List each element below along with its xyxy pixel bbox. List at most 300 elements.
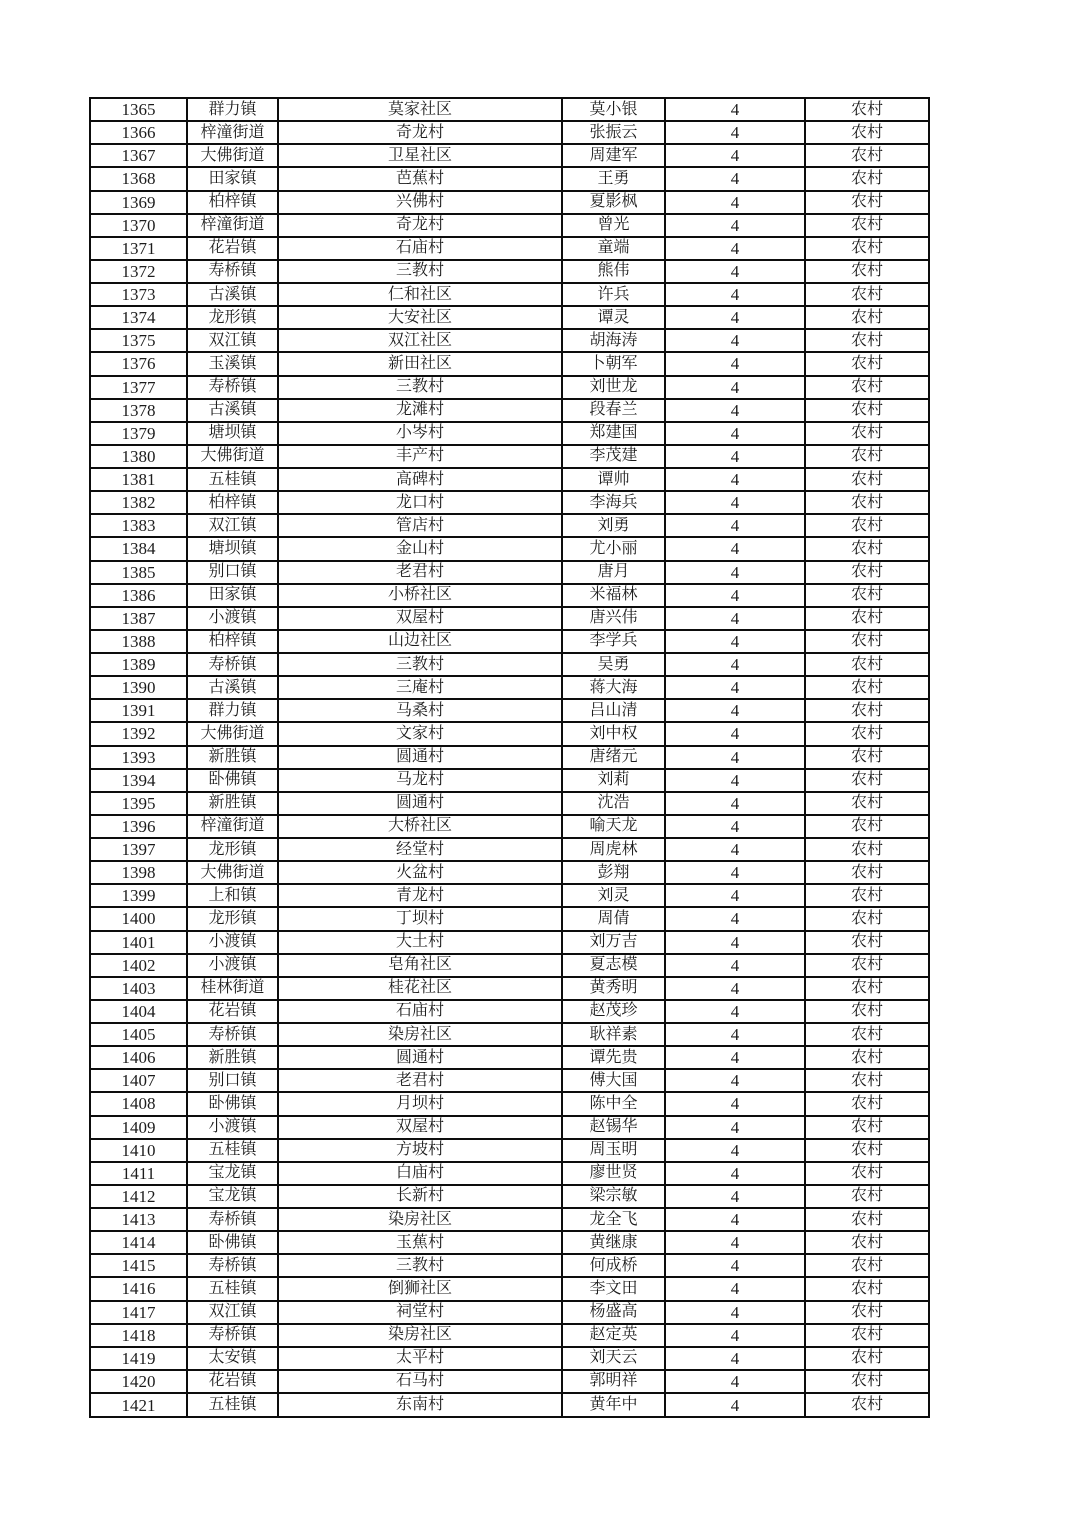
table-cell-count: 4 [665, 1370, 805, 1393]
table-cell-village: 小岑村 [278, 422, 562, 445]
table-cell-village: 文家村 [278, 722, 562, 745]
table-row [90, 1116, 929, 1139]
table-cell-type: 农村 [805, 1000, 929, 1023]
table-cell-type: 农村 [805, 861, 929, 884]
table-cell-id: 1380 [90, 445, 187, 468]
table-cell-village: 龙口村 [278, 491, 562, 514]
table-cell-id: 1379 [90, 422, 187, 445]
table-row [90, 630, 929, 653]
table-cell-type: 农村 [805, 1254, 929, 1277]
table-cell-town: 寿桥镇 [187, 1208, 278, 1231]
table-cell-id: 1390 [90, 676, 187, 699]
table-cell-type: 农村 [805, 1162, 929, 1185]
table-cell-name: 周玉明 [562, 1139, 665, 1162]
table-cell-town: 寿桥镇 [187, 376, 278, 399]
table-cell-village: 金山村 [278, 537, 562, 560]
table-cell-id: 1392 [90, 722, 187, 745]
table-row [90, 1254, 929, 1277]
table-cell-name: 吴勇 [562, 653, 665, 676]
table-cell-type: 农村 [805, 676, 929, 699]
table-row [90, 1046, 929, 1069]
records-table-body [90, 98, 929, 1417]
table-cell-name: 耿祥素 [562, 1023, 665, 1046]
table-cell-village: 三教村 [278, 1254, 562, 1277]
table-cell-town: 新胜镇 [187, 746, 278, 769]
table-row [90, 676, 929, 699]
table-cell-village: 染房社区 [278, 1023, 562, 1046]
table-cell-count: 4 [665, 815, 805, 838]
table-cell-count: 4 [665, 399, 805, 422]
table-cell-village: 三教村 [278, 376, 562, 399]
table-cell-id: 1367 [90, 144, 187, 167]
table-cell-count: 4 [665, 769, 805, 792]
table-cell-town: 卧佛镇 [187, 1231, 278, 1254]
table-cell-type: 农村 [805, 815, 929, 838]
table-cell-village: 奇龙村 [278, 121, 562, 144]
table-cell-town: 古溪镇 [187, 676, 278, 699]
table-cell-type: 农村 [805, 561, 929, 584]
table-cell-name: 赵定英 [562, 1324, 665, 1347]
table-cell-count: 4 [665, 1208, 805, 1231]
table-cell-name: 米福林 [562, 584, 665, 607]
table-cell-id: 1374 [90, 306, 187, 329]
table-cell-type: 农村 [805, 1023, 929, 1046]
table-cell-town: 龙形镇 [187, 306, 278, 329]
table-cell-town: 寿桥镇 [187, 260, 278, 283]
table-cell-type: 农村 [805, 931, 929, 954]
table-cell-village: 老君村 [278, 561, 562, 584]
table-cell-name: 段春兰 [562, 399, 665, 422]
table-cell-type: 农村 [805, 445, 929, 468]
table-row [90, 1069, 929, 1092]
table-cell-town: 新胜镇 [187, 792, 278, 815]
table-row [90, 1139, 929, 1162]
table-row [90, 699, 929, 722]
table-cell-town: 大佛街道 [187, 445, 278, 468]
table-cell-count: 4 [665, 514, 805, 537]
table-cell-id: 1383 [90, 514, 187, 537]
table-cell-town: 新胜镇 [187, 1046, 278, 1069]
table-cell-count: 4 [665, 468, 805, 491]
table-row [90, 260, 929, 283]
table-cell-name: 赵茂珍 [562, 1000, 665, 1023]
table-cell-type: 农村 [805, 1393, 929, 1417]
table-cell-count: 4 [665, 653, 805, 676]
table-cell-type: 农村 [805, 399, 929, 422]
table-cell-id: 1391 [90, 699, 187, 722]
table-cell-name: 周建军 [562, 144, 665, 167]
table-cell-town: 梓潼街道 [187, 214, 278, 237]
table-cell-count: 4 [665, 1231, 805, 1254]
table-cell-id: 1385 [90, 561, 187, 584]
table-cell-name: 唐兴伟 [562, 607, 665, 630]
table-cell-count: 4 [665, 1162, 805, 1185]
table-cell-count: 4 [665, 746, 805, 769]
table-cell-town: 柏梓镇 [187, 191, 278, 214]
table-cell-town: 花岩镇 [187, 1370, 278, 1393]
table-cell-name: 王勇 [562, 167, 665, 190]
table-cell-type: 农村 [805, 1185, 929, 1208]
table-row [90, 191, 929, 214]
records-table [89, 97, 930, 1418]
table-cell-village: 管店村 [278, 514, 562, 537]
table-cell-count: 4 [665, 1393, 805, 1417]
table-cell-name: 谭帅 [562, 468, 665, 491]
table-cell-town: 田家镇 [187, 167, 278, 190]
table-row [90, 931, 929, 954]
table-cell-village: 高碑村 [278, 468, 562, 491]
table-cell-id: 1397 [90, 838, 187, 861]
table-cell-count: 4 [665, 98, 805, 121]
table-cell-count: 4 [665, 352, 805, 375]
table-cell-id: 1402 [90, 954, 187, 977]
table-cell-town: 桂林街道 [187, 977, 278, 1000]
table-cell-village: 白庙村 [278, 1162, 562, 1185]
table-cell-town: 龙形镇 [187, 907, 278, 930]
table-cell-village: 丁坝村 [278, 907, 562, 930]
table-cell-type: 农村 [805, 584, 929, 607]
table-cell-id: 1403 [90, 977, 187, 1000]
table-row [90, 167, 929, 190]
table-cell-count: 4 [665, 1116, 805, 1139]
table-cell-count: 4 [665, 1092, 805, 1115]
table-cell-town: 宝龙镇 [187, 1185, 278, 1208]
table-row [90, 306, 929, 329]
table-cell-name: 李茂建 [562, 445, 665, 468]
table-cell-town: 梓潼街道 [187, 815, 278, 838]
table-cell-name: 谭灵 [562, 306, 665, 329]
table-cell-type: 农村 [805, 954, 929, 977]
table-cell-name: 胡海涛 [562, 329, 665, 352]
table-cell-type: 农村 [805, 1324, 929, 1347]
table-cell-count: 4 [665, 144, 805, 167]
table-cell-village: 圆通村 [278, 746, 562, 769]
table-cell-id: 1393 [90, 746, 187, 769]
table-row [90, 861, 929, 884]
table-cell-id: 1368 [90, 167, 187, 190]
table-cell-village: 染房社区 [278, 1324, 562, 1347]
table-cell-type: 农村 [805, 1116, 929, 1139]
table-cell-type: 农村 [805, 1301, 929, 1324]
table-row [90, 376, 929, 399]
table-cell-count: 4 [665, 1000, 805, 1023]
table-cell-village: 染房社区 [278, 1208, 562, 1231]
table-cell-name: 刘天云 [562, 1347, 665, 1370]
table-cell-village: 东南村 [278, 1393, 562, 1417]
table-cell-village: 马桑村 [278, 699, 562, 722]
table-cell-id: 1399 [90, 884, 187, 907]
table-cell-id: 1366 [90, 121, 187, 144]
table-cell-name: 黄继康 [562, 1231, 665, 1254]
table-cell-name: 李学兵 [562, 630, 665, 653]
table-cell-town: 五桂镇 [187, 1277, 278, 1300]
table-row [90, 907, 929, 930]
table-cell-village: 三庵村 [278, 676, 562, 699]
table-cell-count: 4 [665, 884, 805, 907]
table-cell-count: 4 [665, 861, 805, 884]
table-cell-type: 农村 [805, 1139, 929, 1162]
table-cell-name: 龙全飞 [562, 1208, 665, 1231]
table-cell-town: 大佛街道 [187, 722, 278, 745]
table-cell-village: 皂角社区 [278, 954, 562, 977]
table-cell-count: 4 [665, 537, 805, 560]
table-row [90, 1393, 929, 1417]
table-cell-village: 圆通村 [278, 1046, 562, 1069]
table-cell-village: 倒狮社区 [278, 1277, 562, 1300]
table-cell-town: 小渡镇 [187, 1116, 278, 1139]
table-cell-name: 郭明祥 [562, 1370, 665, 1393]
table-cell-type: 农村 [805, 1370, 929, 1393]
table-cell-town: 五桂镇 [187, 468, 278, 491]
table-cell-count: 4 [665, 699, 805, 722]
table-cell-type: 农村 [805, 98, 929, 121]
table-cell-type: 农村 [805, 884, 929, 907]
table-cell-town: 五桂镇 [187, 1139, 278, 1162]
table-row [90, 537, 929, 560]
table-cell-name: 喻天龙 [562, 815, 665, 838]
table-cell-town: 玉溪镇 [187, 352, 278, 375]
table-cell-id: 1381 [90, 468, 187, 491]
table-row [90, 445, 929, 468]
table-cell-name: 许兵 [562, 283, 665, 306]
table-cell-count: 4 [665, 1139, 805, 1162]
table-cell-id: 1378 [90, 399, 187, 422]
table-cell-village: 经堂村 [278, 838, 562, 861]
table-cell-id: 1372 [90, 260, 187, 283]
table-row [90, 329, 929, 352]
table-cell-id: 1414 [90, 1231, 187, 1254]
table-row [90, 722, 929, 745]
table-cell-id: 1419 [90, 1347, 187, 1370]
table-row [90, 283, 929, 306]
table-cell-id: 1413 [90, 1208, 187, 1231]
table-cell-type: 农村 [805, 167, 929, 190]
table-cell-id: 1417 [90, 1301, 187, 1324]
table-cell-id: 1409 [90, 1116, 187, 1139]
table-cell-town: 双江镇 [187, 1301, 278, 1324]
table-cell-id: 1398 [90, 861, 187, 884]
table-cell-town: 小渡镇 [187, 607, 278, 630]
table-cell-village: 石庙村 [278, 1000, 562, 1023]
table-cell-village: 芭蕉村 [278, 167, 562, 190]
table-cell-id: 1421 [90, 1393, 187, 1417]
table-cell-town: 别口镇 [187, 561, 278, 584]
table-cell-town: 柏梓镇 [187, 491, 278, 514]
table-cell-count: 4 [665, 329, 805, 352]
table-cell-id: 1373 [90, 283, 187, 306]
table-row [90, 607, 929, 630]
table-cell-type: 农村 [805, 1347, 929, 1370]
table-cell-village: 双屋村 [278, 1116, 562, 1139]
table-cell-type: 农村 [805, 722, 929, 745]
table-cell-type: 农村 [805, 121, 929, 144]
table-cell-count: 4 [665, 630, 805, 653]
table-row [90, 422, 929, 445]
table-row [90, 584, 929, 607]
table-cell-town: 双江镇 [187, 329, 278, 352]
table-cell-type: 农村 [805, 838, 929, 861]
table-cell-name: 唐绪元 [562, 746, 665, 769]
table-cell-name: 吕山清 [562, 699, 665, 722]
table-cell-village: 龙滩村 [278, 399, 562, 422]
table-cell-id: 1401 [90, 931, 187, 954]
table-cell-count: 4 [665, 838, 805, 861]
table-cell-town: 柏梓镇 [187, 630, 278, 653]
table-cell-type: 农村 [805, 537, 929, 560]
table-cell-village: 老君村 [278, 1069, 562, 1092]
table-cell-village: 方坡村 [278, 1139, 562, 1162]
table-cell-id: 1371 [90, 237, 187, 260]
table-cell-count: 4 [665, 1069, 805, 1092]
table-cell-town: 塘坝镇 [187, 537, 278, 560]
table-cell-village: 马龙村 [278, 769, 562, 792]
table-cell-town: 寿桥镇 [187, 1023, 278, 1046]
table-cell-town: 太安镇 [187, 1347, 278, 1370]
table-cell-name: 周虎林 [562, 838, 665, 861]
table-cell-name: 黄年中 [562, 1393, 665, 1417]
table-cell-count: 4 [665, 167, 805, 190]
table-cell-village: 太平村 [278, 1347, 562, 1370]
table-row [90, 352, 929, 375]
table-cell-id: 1404 [90, 1000, 187, 1023]
table-cell-town: 龙形镇 [187, 838, 278, 861]
table-cell-name: 傅大国 [562, 1069, 665, 1092]
table-cell-type: 农村 [805, 1092, 929, 1115]
table-cell-count: 4 [665, 121, 805, 144]
table-cell-id: 1406 [90, 1046, 187, 1069]
table-row [90, 954, 929, 977]
table-cell-count: 4 [665, 954, 805, 977]
table-row [90, 214, 929, 237]
table-cell-count: 4 [665, 561, 805, 584]
table-cell-id: 1375 [90, 329, 187, 352]
table-cell-name: 张振云 [562, 121, 665, 144]
table-cell-type: 农村 [805, 376, 929, 399]
table-row [90, 1370, 929, 1393]
table-row [90, 98, 929, 121]
table-row [90, 144, 929, 167]
table-cell-id: 1386 [90, 584, 187, 607]
table-cell-id: 1376 [90, 352, 187, 375]
table-cell-village: 双屋村 [278, 607, 562, 630]
table-cell-count: 4 [665, 792, 805, 815]
table-row [90, 1092, 929, 1115]
table-cell-village: 兴佛村 [278, 191, 562, 214]
table-cell-village: 石马村 [278, 1370, 562, 1393]
table-cell-id: 1420 [90, 1370, 187, 1393]
table-cell-name: 何成桥 [562, 1254, 665, 1277]
table-cell-id: 1388 [90, 630, 187, 653]
table-cell-id: 1387 [90, 607, 187, 630]
table-cell-name: 夏志模 [562, 954, 665, 977]
table-row [90, 653, 929, 676]
table-cell-name: 刘莉 [562, 769, 665, 792]
table-cell-name: 李海兵 [562, 491, 665, 514]
table-cell-type: 农村 [805, 1231, 929, 1254]
table-cell-count: 4 [665, 977, 805, 1000]
table-cell-town: 别口镇 [187, 1069, 278, 1092]
table-cell-town: 双江镇 [187, 514, 278, 537]
table-cell-type: 农村 [805, 491, 929, 514]
table-cell-name: 刘勇 [562, 514, 665, 537]
table-row [90, 1023, 929, 1046]
table-cell-town: 大佛街道 [187, 861, 278, 884]
table-cell-name: 杨盛高 [562, 1301, 665, 1324]
table-cell-village: 新田社区 [278, 352, 562, 375]
table-cell-count: 4 [665, 1046, 805, 1069]
table-cell-type: 农村 [805, 653, 929, 676]
table-cell-village: 祠堂村 [278, 1301, 562, 1324]
table-cell-town: 寿桥镇 [187, 1254, 278, 1277]
table-row [90, 1324, 929, 1347]
table-cell-town: 田家镇 [187, 584, 278, 607]
table-cell-town: 梓潼街道 [187, 121, 278, 144]
table-cell-town: 五桂镇 [187, 1393, 278, 1417]
table-cell-village: 丰产村 [278, 445, 562, 468]
table-cell-id: 1396 [90, 815, 187, 838]
table-cell-village: 火盆村 [278, 861, 562, 884]
table-cell-type: 农村 [805, 237, 929, 260]
table-cell-name: 郑建国 [562, 422, 665, 445]
table-cell-town: 古溪镇 [187, 399, 278, 422]
table-cell-id: 1395 [90, 792, 187, 815]
table-cell-type: 农村 [805, 977, 929, 1000]
table-row [90, 1208, 929, 1231]
table-cell-town: 寿桥镇 [187, 1324, 278, 1347]
table-cell-id: 1412 [90, 1185, 187, 1208]
table-row [90, 838, 929, 861]
table-row [90, 1277, 929, 1300]
table-cell-village: 卫星社区 [278, 144, 562, 167]
table-cell-town: 上和镇 [187, 884, 278, 907]
table-cell-type: 农村 [805, 630, 929, 653]
table-cell-village: 圆通村 [278, 792, 562, 815]
table-cell-village: 大桥社区 [278, 815, 562, 838]
table-cell-village: 大土村 [278, 931, 562, 954]
table-cell-name: 莫小银 [562, 98, 665, 121]
table-cell-town: 塘坝镇 [187, 422, 278, 445]
table-row [90, 792, 929, 815]
table-cell-name: 刘世龙 [562, 376, 665, 399]
table-row [90, 1000, 929, 1023]
table-cell-name: 卜朝军 [562, 352, 665, 375]
table-cell-type: 农村 [805, 329, 929, 352]
table-cell-name: 廖世贤 [562, 1162, 665, 1185]
table-cell-id: 1408 [90, 1092, 187, 1115]
table-cell-village: 长新村 [278, 1185, 562, 1208]
table-cell-town: 群力镇 [187, 98, 278, 121]
table-cell-village: 三教村 [278, 653, 562, 676]
table-cell-village: 莫家社区 [278, 98, 562, 121]
table-cell-id: 1369 [90, 191, 187, 214]
table-cell-name: 蒋大海 [562, 676, 665, 699]
table-cell-id: 1415 [90, 1254, 187, 1277]
table-row [90, 514, 929, 537]
table-cell-count: 4 [665, 260, 805, 283]
table-cell-type: 农村 [805, 1208, 929, 1231]
table-cell-count: 4 [665, 445, 805, 468]
table-cell-count: 4 [665, 491, 805, 514]
table-cell-type: 农村 [805, 144, 929, 167]
table-cell-name: 尤小丽 [562, 537, 665, 560]
table-row [90, 399, 929, 422]
table-cell-count: 4 [665, 1347, 805, 1370]
table-row [90, 468, 929, 491]
table-cell-count: 4 [665, 907, 805, 930]
table-row [90, 1185, 929, 1208]
table-cell-count: 4 [665, 676, 805, 699]
table-cell-count: 4 [665, 1185, 805, 1208]
